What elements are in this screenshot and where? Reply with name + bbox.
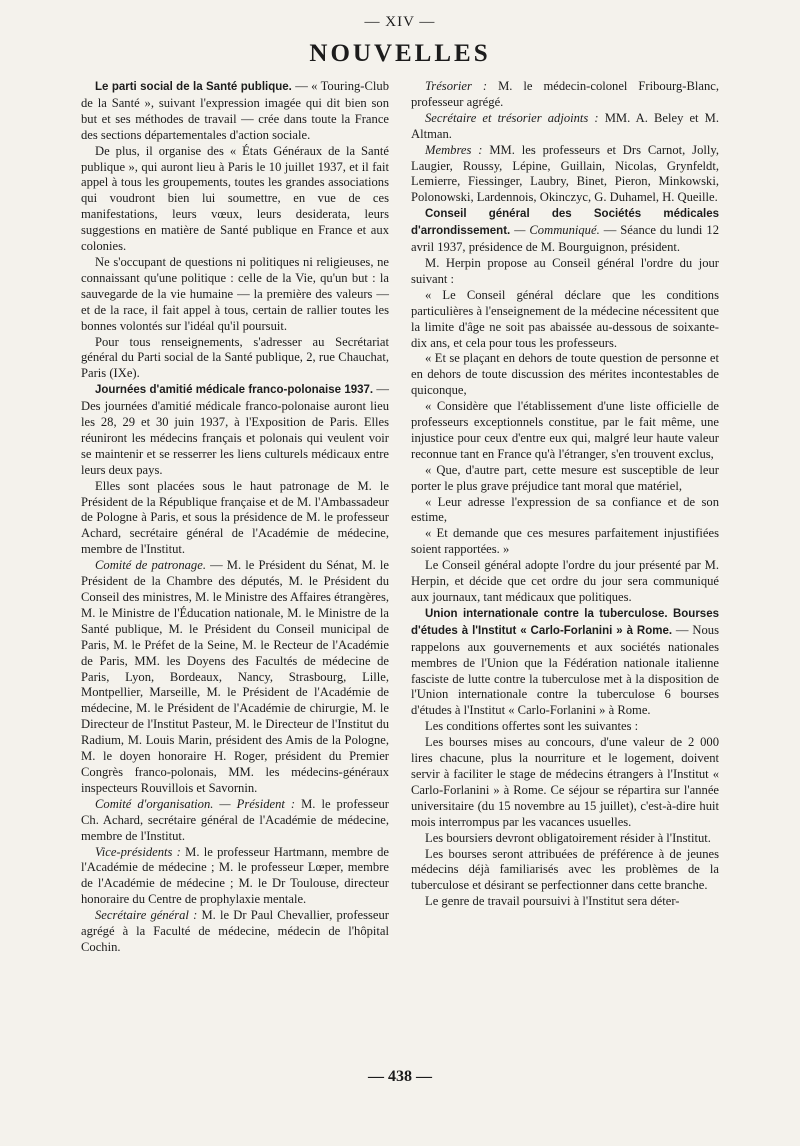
article-journees-amitie: Journées d'amitié médicale franco-polonaise 1937. — Des journées d'amitié médicale franco-polonaise auront lieu les 28, 29 et 30 juin 1937, à l'Exposition de Paris. Elles réuniront les médecins français et polonais qui veulent voir se maintenir et se resserrer les liens culturels médicaux entre leurs deux pays. xyxy=(81,382,390,477)
article-conseil-general: Conseil général des Sociétés médicales d'arrondissement. — Communiqué. — Séance du lundi 12 avril 1937, présidence de M. Bourguignon, président. xyxy=(411,208,719,255)
paragraph: Les bourses seront attribuées de préférence à de jeunes médecins déjà familiarisés avec les problèmes de la tuberculose et désirant se perfectionner dans cette branche. xyxy=(411,846,719,893)
vice-presidents: Vice-présidents : M. le professeur Hartmann, membre de l'Académie de médecine ; M. le professeur Lœper, membre de l'Académie de médecine ; M. le Dr Toulouse, directeur honoraire du Centre de prophylaxie mentale. xyxy=(81,844,389,907)
paragraph: Ne s'occupant de questions ni politiques ni religieuses, ne connaissant qu'une politique : celle de la Vie, qu'un but : la sauvegarde de la vie humaine — la première des valeurs — et de la race, il fait appel à tous, certain de rallier toutes les bonnes volontés sur l'idéal qu'il poursuit. xyxy=(81,254,389,333)
paragraph: M. Herpin propose au Conseil général l'ordre du jour suivant : xyxy=(411,255,719,286)
tresorier-adjoints: Secrétaire et trésorier adjoints : MM. A. Beley et M. Altman. xyxy=(411,110,719,141)
paragraph: « Et se plaçant en dehors de toute question de personne et en dehors de toute discussion des mérites incontestables de quiconque, xyxy=(411,351,719,398)
paragraph: Les boursiers devront obligatoirement résider à l'Institut. xyxy=(425,830,711,845)
article-union-tuberculose: Union internationale contre la tuberculose. Bourses d'études à l'Institut « Carlo-Forlanini » à Rome. — Nous rappelons aux gouvernements et aux sociétés nationales membres de l'Union que la Fédération nationale italienne fasciste de lutte contre la tuberculose met à la disposition de l'Union internationale contre la tuberculose 6 bourses d'études à l'Institut « Carlo-Forlanini » à Rome. xyxy=(411,607,719,718)
page-title: NOUVELLES xyxy=(309,40,491,67)
right-column xyxy=(411,79,719,910)
page-number-top: — XIV — xyxy=(364,14,436,30)
paragraph: Pour tous renseignements, s'adresser au Secrétariat général du Parti social de la Santé publique, 2, rue Chauchat, Paris (IXe). xyxy=(81,334,389,381)
membres: Membres : MM. les professeurs et Drs Carnot, Jolly, Laugier, Roussy, Lépine, Guillain, Nicolas, Grynfeldt, Lemierre, Fiessinger, Laubry, Binet, Pieron, Minkowski, Polonowski, Lardennois, Okinczyc, G. Duhamel, H. Queille. xyxy=(411,142,719,205)
paragraph: Les bourses mises au concours, d'une valeur de 2 000 lires chacune, plus la nourriture et le logement, doivent servir à faciliter le stage de médecins étrangers à l'Institut « Carlo-Forlanini » à Rome. Ce séjour se répartira sur l'année universitaire (du 15 novembre au 15 juillet), c'est-à-dire huit mois interrompus par les vacances usuelles. xyxy=(411,735,719,829)
paragraph: Les conditions offertes sont les suivantes : xyxy=(425,719,639,734)
article-heading: Conseil général des Sociétés médicales d'arrondissement. xyxy=(411,208,719,238)
page-number-bottom: — 438 — xyxy=(368,1068,432,1085)
paragraph: « Le Conseil général déclare que les conditions particulières à l'enseignement de la médecine nécessitent que la limite d'âge ne soit pas abaissée au-dessous de soixante-dix ans, et cela pour tous les professeurs. xyxy=(411,287,719,350)
paragraph: « Leur adresse l'expression de sa confiance et de son estime, xyxy=(411,494,719,525)
comite-organisation: Comité d'organisation. — Président : M. le professeur Ch. Achard, secrétaire général de l'Académie de médecine, membre de l'Institut. xyxy=(81,796,389,843)
article-parti-social: Le parti social de la Santé publique. — « Touring-Club de la Santé », suivant l'expression imagée qui dit bien son but et ses méthodes de travail — crée dans toute la France des sections départementales d'action sociale. xyxy=(81,79,389,142)
comite-patronage: Comité de patronage. — M. le Président du Sénat, M. le Président de la Chambre des députés, M. le Président du Conseil des ministres, M. le Ministre des Affaires étrangères, M. le Ministre de l'Éducation nationale, M. le Ministre de la Santé publique, M. le Président du Conseil municipal de Paris, M. le Préfet de la Seine, M. le Recteur de l'Académie de Paris, MM. les Doyens des Facultés de médecine de Paris, Lyon, Bordeaux, Nancy, Strasbourg, Lille, Montpellier, Marseille, M. le Président de l'Académie de médecine, M. le Président de l'Académie de chirurgie, M. le Directeur de l'Institut Pasteur, M. le Directeur de l'Institut du Radium, M. Louis Marin, président des Amis de la Pologne, M. le doyen honoraire H. Roger, président du Premier Congrès franco-polonais, MM. les médecins-généraux inspecteurs Rouvillois et Savornin. xyxy=(81,558,389,795)
paragraph: Elles sont placées sous le haut patronage de M. le Président de la République française et de M. l'Ambassadeur de Pologne à Paris, et sous la présidence de M. le professeur Achard, secrétaire général de l'Académie de médecine, membre de l'Institut. xyxy=(81,478,389,557)
secretaire-general: Secrétaire général : M. le Dr Paul Chevallier, professeur agrégé à la Faculté de médecine, médecin de l'hôpital Cochin. xyxy=(81,908,389,954)
left-column xyxy=(81,79,389,956)
tresorier: Trésorier : M. le médecin-colonel Fribourg-Blanc, professeur agrégé. xyxy=(411,79,719,109)
paragraph: Le Conseil général adopte l'ordre du jour présenté par M. Herpin, et décide que cet ordre du jour sera communiqué aux journaux, tant médicaux que politiques. xyxy=(411,558,719,604)
article-heading: Le parti social de la Santé publique. xyxy=(95,81,292,93)
article-heading: Journées d'amitié médicale franco-polonaise 1937. xyxy=(95,384,374,397)
article-heading: Union internationale contre la tuberculose. Bourses d'études à l'Institut « Carlo-Forlanini » à Rome. xyxy=(411,607,719,637)
paragraph: De plus, il organise des « États Généraux de la Santé publique », qui auront lieu à Paris le 10 juillet 1937, et il fait appel à tous les groupements, toutes les grandes associations qui voudront bien lui soumettre, en vue de ces manifestations, leurs vœux, leurs desiderata, leurs suggestions en matière de Santé publique en France et aux colonies. xyxy=(81,143,389,254)
paragraph: « Que, d'autre part, cette mesure est susceptible de leur porter le plus grave préjudice tant moral que matériel, xyxy=(411,462,719,493)
paragraph: « Et demande que ces mesures parfaitement injustifiées soient rapportées. » xyxy=(411,526,719,557)
paragraph: Le genre de travail poursuivi à l'Institut sera déter- xyxy=(425,894,680,909)
paragraph: « Considère que l'établissement d'une liste officielle de professeurs exceptionnels constitue, par le fait même, une injustice pour ceux d'entre eux qui, malgré leur haute valeur reconnue tant en France qu'à l'étranger, s'en trouvent exclus, xyxy=(411,399,719,461)
